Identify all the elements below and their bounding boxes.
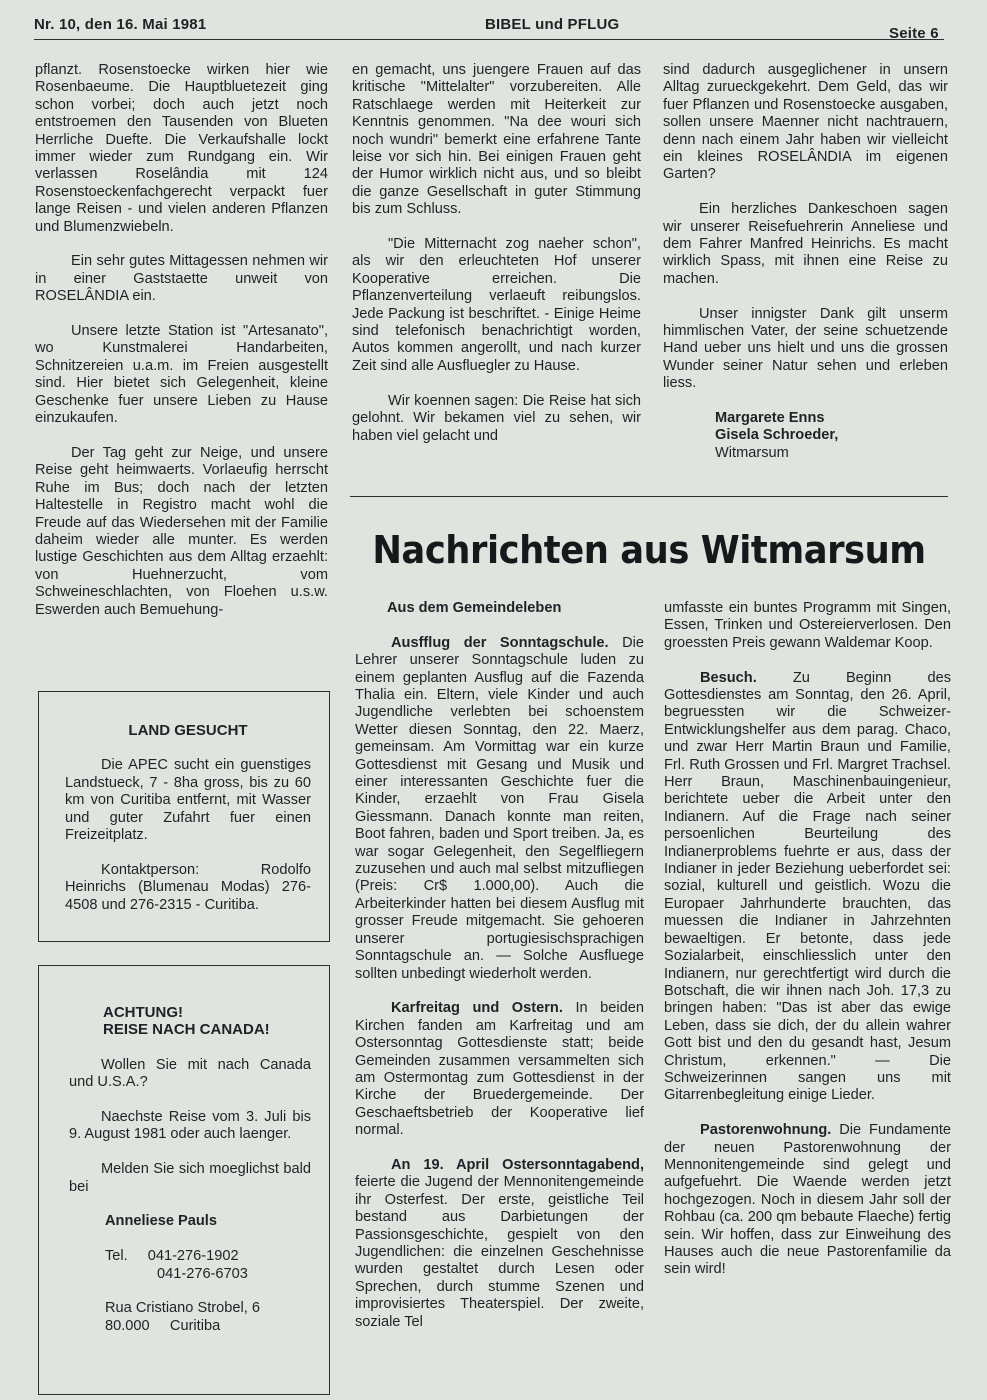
- ad-body: Die APEC sucht ein guenstiges Landstueck, 7 - 8ha gross, bis zu 60 km von Curitiba entfernt, mit Wasser und guter Zufahrt fuer einen Freizeitplatz.: [65, 757, 311, 844]
- ad-title-line: REISE NACH CANADA!: [103, 1021, 270, 1039]
- news-item-title: Karfreitag und Ostern.: [391, 1000, 563, 1017]
- news-item-title: Ausfflug der Sonntagschule.: [391, 634, 609, 651]
- news-item: [355, 1157, 644, 1331]
- header-rule: [34, 39, 944, 40]
- ad-title: [103, 1004, 311, 1039]
- news-column-1: [355, 600, 644, 1348]
- report-paragraph: Ein sehr gutes Mittagessen nehmen wir in einer Gaststaette unweit von ROSELÂNDIA ein.: [35, 253, 328, 305]
- publication-title: BIBEL und PFLUG: [485, 16, 620, 33]
- ad-paragraph: Melden Sie sich moeglichst bald bei: [69, 1161, 311, 1195]
- ad-contact: Kontaktperson: Rodolfo Heinrichs (Blumenau Modas) 276-4508 und 276-2315 - Curitiba.: [65, 861, 311, 913]
- news-item-text: In beiden Kirchen fanden am Karfreitag und am Ostersonntag Gottesdienste statt; beide Gemeinden zusammen versammelten sich am Ostermontag zum Gottesdienst in der Kirche der Bruedergemeinde. Der Geschaeftsbetrieb der Kooperative lief normal.: [355, 1000, 644, 1139]
- news-item-text: umfasste ein buntes Programm mit Singen, Essen, Trinken und Ostereierverlosen. Den groessten Preis gewann Waldemar Koop.: [664, 600, 951, 651]
- report-paragraph: Wir koennen sagen: Die Reise hat sich gelohnt. Wir bekamen viel zu sehen, wir haben viel gelacht und: [352, 392, 641, 444]
- report-column-3: [663, 62, 948, 462]
- ad-paragraph: Wollen Sie mit nach Canada und U.S.A.?: [69, 1056, 311, 1091]
- issue-date: Nr. 10, den 16. Mai 1981: [34, 16, 207, 33]
- news-item-title: An 19. April Ostersonntagabend,: [391, 1156, 644, 1173]
- ad-address: [105, 1300, 311, 1335]
- news-item-text: Die Fundamente der neuen Pastorenwohnung der Mennonitengemeinde sind gelegt und aufgefuehrt. Die Waende werden jetzt hochgezogen. Noch in diesem Jahr soll der Rohbau (ca. 200 qm bebaute Flaeche) fertig sein. Wir hoffen, dass zur Einweihung des Hauses auch die neue Pastorenfamilie da sein wird!: [664, 1122, 951, 1278]
- signature-name: Margarete Enns: [715, 410, 825, 427]
- ad-title: LAND GESUCHT: [128, 722, 248, 739]
- ad-land-wanted: [38, 691, 330, 942]
- report-paragraph: Unsere letzte Station ist "Artesanato", wo Kunstmalerei Handarbeiten, Schnitzereien u.a.m. im Freien ausgestellt sind. Hier bietet sich Gelegenheit, kleine Geschenke fuer unsere Lieben zu Hause einzukaufen.: [35, 323, 328, 427]
- news-column-2: [664, 600, 951, 1296]
- section-rule: [350, 496, 948, 497]
- news-item: [355, 635, 644, 983]
- news-item: [664, 600, 951, 652]
- news-item: [664, 670, 951, 1105]
- news-item-title: Pastorenwohnung.: [700, 1122, 832, 1139]
- signature-place: Witmarsum: [715, 444, 789, 461]
- news-item-text: Die Lehrer unserer Sonntagschule luden zu einem geplanten Ausflug auf die Fazenda Thalia ein. Eltern, viele Kinder und auch Jugendliche verlebten bei schoenstem Wetter diesen Sonntag, den 22. Maerz, gemeinsam. Am Vormittag war ein kurze Gottesdienst mit Gesang und Musik und einer interessanten Geschichte fuer die Kinder, erzaehlt von Frau Gisela Giessmann. Danach konnte man reiten, Boot fahren, baden und Sport treiben. Ja, es war sogar Gelegenheit, den Segelfliegern zuzusehen und auch mal selbst mitzufliegen (Preis: Cr$ 1.000,00). Auch die Arbeiterkinder hatten bei diesem Ausflug mit grosser Freude mitgemacht. Sie gehoeren unserer portugiesischsprachigen Sonntagschule an. — Solche Ausfluege sollten unbedingt wiederholt werden.: [355, 634, 644, 982]
- ad-phone: [105, 1248, 311, 1283]
- report-paragraph: Unser innigster Dank gilt unserm himmlischen Vater, der seine schuetzende Hand ueber uns hielt und uns die grossen Wunder seiner Natur sehen und erleben liess.: [663, 305, 948, 392]
- news-section-title: Aus dem Gemeindeleben: [387, 600, 562, 616]
- report-paragraph: Der Tag geht zur Neige, und unsere Reise geht heimwaerts. Vorlaeufig herrscht Ruhe im Bus; doch nach der letzten Haltestelle in Registro macht wohl die Freude auf das Wiedersehen mit der Familie daheim wieder alle munter. Es werden lustige Geschichten aus dem Alltag erzaehlt: von Huehnerzucht, vom Schweineschlachten, von Floehen u.s.w. Eswerden auch Bemuehung-: [35, 444, 328, 618]
- ad-phone-label: Tel.: [105, 1248, 128, 1265]
- report-paragraph: en gemacht, uns juengere Frauen auf das kritische "Mittelalter" vorzubereiten. Alle Ratschlaege werden mit Heiterkeit zur Kenntnis genommen. "Na dee wouri sich noch wundri" bemerkt eine erfahrene Tante leise vor sich hin. Bei einigen Frauen geht der Humor wirklich nicht aus, und so bleibt die ganze Gesellschaft in guter Stimmung bis zum Schluss.: [352, 62, 641, 218]
- news-item-text: Zu Beginn des Gottesdienstes am Sonntag, den 26. April, begruessten wir die Schweizer-Entwicklungshelfer aus dem parag. Chaco, und zwar Herr Martin Braun und Familie, Frl. Ruth Grossen und Frl. Margret Trachsel. Herr Braun, Maschinenbauingenieur, berichtete ueber die Arbeit unter den Indianern. Auf die Frage nach seiner persoenlichen Beurteilung des Indianerproblems fuehrte er aus, dass der Indianer in jeder Beziehung ueberfordet sei: sozial, kulturell und geistlich. Wozu die Europaer Jahrhunderte brauchten, das muessen die Indianer in Jahrzehnten bewaeltigen. Er betonte, dass jede Sozialarbeit, einschliesslich unter den Indianern, nur gerechtfertigt wird durch die Botschaft, die wir ihnen nach Joh. 17,3 zu bringen haben: "Das ist aber das ewige Leben, dass sie dich, der du allein wahrer Gott bist und den du gesandt hast, Jesum Christum, erkennen." — Die Schweizerinnen sangen uns mit Gitarrenbegleitung einige Lieder.: [664, 669, 951, 1104]
- ad-title-line: ACHTUNG!: [103, 1004, 183, 1021]
- ad-phone-number: 041-276-6703: [157, 1265, 248, 1282]
- news-item-title: Besuch.: [700, 669, 757, 686]
- signature-name: Gisela Schroeder,: [715, 427, 839, 444]
- page-number: Seite 6: [889, 25, 939, 42]
- ad-contact-name: Anneliese Pauls: [105, 1213, 217, 1230]
- report-paragraph: sind dadurch ausgeglichener in unsern Alltag zurueckgekehrt. Dem Geld, das wir fuer Pflanzen und Rosenstoecke ausgaben, sollen unsere Maenner nicht nachtrauern, denn nach einem Jahr haben wir vielleicht ein kleines ROSELÂNDIA im eigenen Garten?: [663, 62, 948, 183]
- ad-paragraph: Naechste Reise vom 3. Juli bis 9. August 1981 oder auch laenger.: [69, 1109, 311, 1143]
- news-item: [664, 1122, 951, 1279]
- news-headline: Nachrichten aus Witmarsum: [372, 528, 926, 572]
- ad-canada-trip: [38, 965, 330, 1395]
- report-column-1: [35, 62, 328, 636]
- ad-address-street: Rua Cristiano Strobel, 6: [105, 1300, 260, 1317]
- report-column-2: [352, 62, 641, 462]
- report-paragraph: Ein herzliches Dankeschoen sagen wir unserer Reisefuehrerin Anneliese und dem Fahrer Manfred Heinrichs. Es macht wirklich Spass, mit ihnen eine Reise zu machen.: [663, 201, 948, 287]
- report-paragraph: pflanzt. Rosenstoecke wirken hier wie Rosenbaeume. Die Hauptbluetezeit ging schon vorbei; doch auch jetzt noch entstroemen den Tausenden von Blueten Herrliche Duefte. Die Verkaufshalle lockt immer wieder zum Rundgang ein. Wir verlassen Roselândia mit 124 Rosenstoeckenfachgerecht verpackt fuer lange Reisen - und vielen anderen Pflanzen und Blumenzwiebeln.: [35, 62, 328, 235]
- report-paragraph: "Die Mitternacht zog naeher schon", als wir den erleuchteten Hof unserer Kooperative erreichen. Die Pflanzenverteilung verlaeuft reibungslos. Jede Packung ist beschriftet. - Einige Heime sind telefonisch benachrichtigt worden, Autos kommen angerollt, und nach kurzer Zeit sind alle Ausfluegler zu Hause.: [352, 236, 641, 374]
- news-item-text: feierte die Jugend der Mennonitengemeinde ihr Osterfest. Der erste, geistliche Teil bestand aus Darbietungen der Passionsgeschichte, gespielt von den Jugendlichen: die einzelnen Geschehnisse wurden gestaltet durch Lesen oder Sprechen, durch stumme Szenen und improvisiertes Theaterspiel. Der zweite, soziale Tel: [355, 1174, 644, 1330]
- news-item: [355, 1000, 644, 1139]
- ad-address-city: 80.000 Curitiba: [105, 1317, 221, 1334]
- ad-phone-number: 041-276-1902: [147, 1248, 239, 1265]
